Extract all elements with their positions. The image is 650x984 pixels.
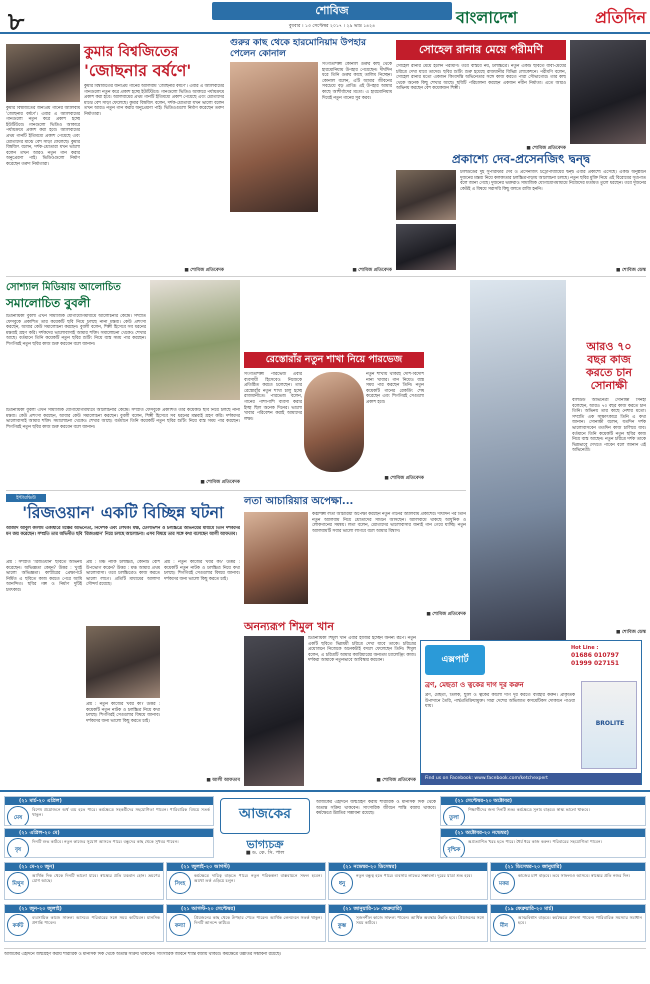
sohel-credit: ■ শোবিজ প্রতিবেদক xyxy=(526,146,566,151)
ad-hotline-2: 01999 027151 xyxy=(571,660,620,667)
parvez-headline: রেস্তোরাঁর নতুন শাখা নিয়ে পারভেজ xyxy=(244,352,424,368)
ad-tagline: ব্রণ, মেছতা ও ত্বকের দাগ দূর করুন xyxy=(425,681,524,689)
horoscope-aquarius: (২১ জানুয়ারি-১৮ ফেব্রুয়ারি) কুম্ভ সৃজনশীল কাজে সাফল্য পাবেন। আর্থিক অবস্থার উন্নতি হবে। প্রিয়জনের সঙ্গে সময় কাটবে। xyxy=(328,904,488,942)
konal-credit: ■ শোবিজ প্রতিবেদক xyxy=(352,268,392,273)
dev-body: টলিউডের দুই সুপারস্টার দেব ও প্রসেনজিৎ চট্টোপাধ্যায়ের দ্বন্দ্ব এবার প্রকাশ্যে এসেছে। একটি অনুষ্ঠানে দুজনের মন্তব্য নিয়ে কলকাতার চলচ্চিত্রপাড়ায় আলোচনা চলছে। নতুন ছবির মুক্তি নিয়ে এই বিরোধের সূত্রপাত বলে জানা গেছে। দুজনের ভক্তরাও সামাজিক যোগাযোগমাধ্যমে নিজেদের মতামত তুলে ধরছেন। তবে দুজনের কেউই এ বিষয়ে সরাসরি কিছু বলতে রাজি হননি। xyxy=(460,170,646,192)
horoscope-leo: (২১ জুলাই-২০ আগস্ট) সিংহ কর্মক্ষেত্রে দায়িত্ব বাড়তে পারে। নতুন পরিকল্পনা বাস্তবায়নে সফল হবেন। অযথা তর্ক এড়িয়ে চলুন। xyxy=(166,862,326,900)
shimul-photo xyxy=(244,636,304,786)
kumar-headline-1: কুমার বিশ্বজিতের xyxy=(84,44,179,60)
masthead-left: বাংলাদেশ xyxy=(456,8,518,27)
dev-headline: প্রকাশ্যে দেব-প্রসেনজিৎ দ্বন্দ্ব xyxy=(451,152,591,166)
horoscope-title-2: ভাগ্যচক্র xyxy=(246,838,284,851)
shimul-headline: অনন্যরূপ শিমুল খান xyxy=(244,620,334,633)
rizwan-photo xyxy=(86,626,160,698)
horoscope-gemini: (২১ মে-২০ জুন) মিথুন আর্থিক দিক থেকে দিনটি ভালো যাবে। স্বাস্থ্যের প্রতি যত্নবান হোন। ভ্রমণের যোগ আছে। xyxy=(4,862,164,900)
sohel-photo xyxy=(570,40,646,144)
scorpio-icon: বৃশ্চিক xyxy=(443,838,465,858)
taurus-icon: বৃষ xyxy=(7,838,29,858)
sohel-body: সোহেল রানার মেয়ে হলেন পরীমণি। তবে বাস্তবে নয়, চলচ্চিত্রে। নতুন একটি ছবিতে বাবা-মেয়ের চরিত্রে দেখা যাবে তাদের। ছবির শুটিং শুরু হয়েছে রাজধানীর বিভিন্ন লোকেশনে। পরীমণি বলেন, সোহেল রানার মতো একজন কিংবদন্তি অভিনেতার সঙ্গে কাজ করতে পারা সৌভাগ্যের। তার কাছ থেকে অনেক কিছু শেখার আছে। ছবিটি পরিচালনা করছেন একজন নবীন নির্মাতা। এতে আরও অভিনয় করছেন বেশ কয়েকজন শিল্পী। xyxy=(396,64,566,92)
parvez-body-right: নতুন শাখায় থাকছে দেশি-বিদেশি নানা খাবার। গান নিয়েও ব্যস্ত সময় পার করছেন তিনি। নতুন কয়েকটি গানের রেকর্ডিং শেষ করেছেন এবং শিগগিরই সেগুলো প্রকাশ হবে। xyxy=(366,372,424,405)
ad-body: ব্রণ, মেছতা, তিলক, ছুলি ও ত্বকের কালো দাগ দূর করতে ব্যবহার করুন। প্রাকৃতিক উপাদানে তৈরি, পার্শ্বপ্রতিক্রিয়ামুক্ত। সারা দেশের অভিজাত কসমেটিকস দোকানে পাওয়া যায়। xyxy=(425,693,575,710)
ad-hotline-1: 01686 010797 xyxy=(571,652,620,659)
bubly-body: চিত্রনায়িকা বুবলী এখন সামাজিক যোগাযোগমাধ্যমে আলোচনার কেন্দ্রে। সম্প্রতি ফেসবুকে প্রকাশিত তার কয়েকটি ছবি নিয়ে চলছে নানা মন্তব্য। কেউ প্রশংসা করছেন, আবার কেউ সমালোচনা করছেন। বুবলী বলেন, শিল্পী হিসেবে সব ধরনের মন্তব্যই গ্রহণ করি। দর্শকদের ভালোবাসাই আমার শক্তি। সমালোচনা থেকেও শেখার আছে। বর্তমানে তিনি কয়েকটি নতুন ছবির শুটিং নিয়ে ব্যস্ত সময় পার করছেন। শিগগিরই নতুন ছবির কাজ শুরু করবেন বলে জানান। xyxy=(6,314,146,347)
horoscope-cancer: (২১ জুন-২০ জুলাই) কর্কট ব্যবসায়িক কাজে সাফল্য আসবে। পরিবারের সঙ্গে সময় কাটাবেন। মানসিক প্রশান্তি পাবেন। xyxy=(4,904,164,942)
divider xyxy=(6,276,646,277)
cancer-icon: কর্কট xyxy=(7,914,29,936)
bubly-photo xyxy=(150,280,240,400)
parvez-photo xyxy=(304,372,364,472)
page-number: ৮ xyxy=(8,7,25,36)
section-title: শোবিজ xyxy=(212,2,452,20)
page-header xyxy=(0,0,650,34)
parvez-body-left: সংগীতশিল্পী পারভেজ এবার ব্যবসায়ী হিসেবেও নিজেকে প্রতিষ্ঠিত করতে চলেছেন। তার রেস্তোরাঁর নতুন শাখা চালু হচ্ছে রাজধানীতে। পারভেজ বলেন, গানের পাশাপাশি ব্যবসা করার ইচ্ছা ছিল অনেক দিনের। ভালো খাবার পরিবেশন করাই আমাদের লক্ষ্য। xyxy=(244,372,302,422)
kumar-headline-2: 'জোছনার বর্ষণে' xyxy=(84,61,192,80)
kumar-body-col: কুমার বিশ্বজিতের জনপ্রিয় গানের অ্যালবাম 'জোছনার বর্ষণে'। এবার এ অ্যালবামের গানগুলো নতুন করে প্রকাশ হচ্ছে ইউটিউবে। গানগুলো ভিডিও আকারে পর্যায়ক্রমে প্রকাশ করা হবে। অ্যালবামের প্রথম গানটি ইতিমধ্যে প্রকাশ পেয়েছে এবং শ্রোতাদের মাঝে বেশ সাড়া ফেলেছে। কুমার বিশ্বজিৎ বলেন, দর্শক-শ্রোতারা যখন ভালো বলেন তখন আরও নতুন গান করার অনুপ্রেরণা পাই। ভিডিওগুলো নির্মাণ করেছেন তরুণ নির্মাতারা। xyxy=(6,106,80,167)
rizwan-body-2: প্রশ্ন : মঞ্চ নাকি চলচ্চিত্র, কোনটি বেশি উপভোগ করেন? উত্তর : মঞ্চ আমার প্রথম ভালোবাসা। তবে চলচ্চিত্রেও কাজ করতে ভালো লাগে। প্রতিটি মাধ্যমের আলাদা সৌন্দর্য রয়েছে। xyxy=(86,560,160,588)
horoscope-title: আজকের xyxy=(239,806,291,822)
lata-headline: লতা আচারিয়ার অপেক্ষা... xyxy=(244,496,354,507)
sonakshi-headline-4: সোনাক্ষী xyxy=(590,379,628,392)
prosenjit-photo xyxy=(396,224,456,270)
konal-body: সংগীতশিল্পী কোনাল গুরুর কাছ থেকে হারমোনিয়াম উপহার পেয়েছেন। দীর্ঘদিন ধরে তিনি গুরুর কাছে তালিম নিচ্ছেন। কোনাল বলেন, এটি আমার জীবনের সবচেয়ে বড় প্রাপ্তি। এই উপহার আমার কাছে আশীর্বাদের মতো। এ হারমোনিয়াম দিয়েই নতুন গানের সুর করব। xyxy=(322,62,392,101)
aquarius-icon: কুম্ভ xyxy=(331,914,353,936)
horoscope-libra: (২১ সেপ্টেম্বর-২০ অক্টোবর) তুলা শিক্ষার্থীদের জন্য দিনটি শুভ। কর্মক্ষেত্রে সুনাম বাড়বে। স্বাস্থ্য ভালো থাকবে। xyxy=(440,796,646,826)
horoscope-title-box xyxy=(220,798,310,834)
rizwan-body-3: প্রশ্ন : নতুন কাজের খবর কী? উত্তর : কয়েকটি নতুন নাটক ও চলচ্চিত্র নিয়ে কথা চলছে। শিগগিরই সেগুলোর বিষয়ে জানাব। দর্শকদের জন্য ভালো কিছু করতে চাই। xyxy=(164,560,240,582)
konal-photo xyxy=(230,62,318,212)
rizwan-headline: 'রিজওয়ান' একটি বিচ্ছিন্ন ঘটনা xyxy=(22,503,224,522)
virgo-icon: কন্যা xyxy=(169,914,191,936)
parvez-credit: ■ শোবিজ প্রতিবেদক xyxy=(384,476,424,481)
ad-box[interactable] xyxy=(420,640,642,785)
sonakshi-headline-1: আরও ৭০ xyxy=(586,340,632,353)
ad-product-image xyxy=(581,681,637,769)
capricorn-icon: মকর xyxy=(493,872,515,894)
libra-icon: তুলা xyxy=(443,806,465,826)
shimul-body: চিত্রনায়িকা শিমুল খান এবার হাজির হচ্ছেন অনন্য রূপে। নতুন একটি ছবিতে ভিন্নধর্মী চরিত্রে দেখা যাবে তাকে। চরিত্রের প্রয়োজনে নিজেকে অনেকটাই বদলে ফেলেছেন তিনি। শিমুল বলেন, এ চরিত্রটি আমার ক্যারিয়ারের অন্যতম চ্যালেঞ্জিং কাজ। দর্শকরা আমাকে নতুনভাবে আবিষ্কার করবেন। xyxy=(308,636,416,664)
masthead-right: প্রতিদিন xyxy=(594,8,646,27)
masthead-logo xyxy=(456,3,646,29)
bubly-credit: ■ শোবিজ প্রতিবেদক xyxy=(200,480,240,485)
horoscope-scorpio: (২১ অক্টোবর-২০ নভেম্বর) বৃশ্চিক অপ্রত্যাশিত খরচ হতে পারে। ধৈর্য ধরে কাজ করুন। পরিবারের সহযোগিতা পাবেন। xyxy=(440,828,646,858)
bubly-headline-1: সোশ্যাল মিডিয়ায় আলোচিত xyxy=(6,282,121,293)
sagittarius-icon: ধনু xyxy=(331,872,353,894)
divider xyxy=(6,490,466,491)
horoscope-aries: (২১ মার্চ-২০ এপ্রিল) মেষ বিশেষ প্রয়োজনে অর্থ ব্যয় হতে পারে। কর্মক্ষেত্রে সহকর্মীদের সহযোগিতা পাবেন। পারিবারিক বিষয়ে সতর্ক থাকুন। xyxy=(4,796,214,826)
rizwan-intro: আজাদ আবুল কালাম একাধারে মঞ্চের অভিনেতা, নির্দেশক এবং লেখক। মঞ্চ, টেলিভিশন ও চলচ্চিত্রে অভিনয়ের মাধ্যমে তিনি দর্শকদের মন জয় করেছেন। সম্প্রতি তার অভিনীত ছবি 'রিজওয়ান' নিয়ে চলছে আলোচনা। এসব বিষয়ে তার সঙ্গে কথা বলেছেন আলী আফতাব। xyxy=(6,526,240,537)
pisces-icon: মীন xyxy=(493,914,515,936)
gemini-icon: মিথুন xyxy=(7,872,29,894)
kumar-body: কুমার বিশ্বজিতের জনপ্রিয় গানের অ্যালবাম 'জোছনার বর্ষণে'। এবার এ অ্যালবামের গানগুলো নতুন করে প্রকাশ হচ্ছে ইউটিউবে। গানগুলো ভিডিও আকারে পর্যায়ক্রমে প্রকাশ করা হবে। অ্যালবামের প্রথম গানটি ইতিমধ্যে প্রকাশ পেয়েছে এবং শ্রোতাদের মাঝে বেশ সাড়া ফেলেছে। কুমার বিশ্বজিৎ বলেন, দর্শক-শ্রোতারা যখন ভালো বলেন তখন আরও নতুন গান করার অনুপ্রেরণা পাই। ভিডিওগুলো নির্মাণ করেছেন তরুণ নির্মাতারা। xyxy=(84,84,224,117)
dev-photo xyxy=(396,170,456,220)
interview-tag: ইন্টারভিউ xyxy=(6,494,46,502)
kumar-credit: ■ শোবিজ প্রতিবেদক xyxy=(184,268,224,273)
sonakshi-headline-3: করতে চান xyxy=(586,366,632,379)
horoscope-pisces: (১৯ ফেব্রুয়ারি-২০ মার্চ) মীন আত্মবিশ্বাস বাড়বে। কর্মক্ষেত্রে প্রশংসা পাবেন। পারিবারিক সমস্যার সমাধান হবে। xyxy=(490,904,646,942)
horoscope-intro: আজকের এইদিনে জন্মগ্রহণ করায় শারীরিক ও মানসিক দিক থেকে অত্যন্ত সক্রিয় থাকবেন। সাংসারিক জীবনে শান্তি বজায় থাকবে। কর্মক্ষেত্রে উন্নতির সম্ভাবনা রয়েছে। xyxy=(316,800,436,817)
rizwan-credit: ■ আলী আফতাব xyxy=(206,778,240,783)
leo-icon: সিংহ xyxy=(169,872,191,894)
horoscope-author: ■ ড. কে. সি. পাল xyxy=(245,850,285,856)
lata-body: কণ্ঠশিল্পী লতা আচারিয়া অপেক্ষা করছেন নতুন গানের অ্যালবাম প্রকাশের। দীর্ঘদিন পর তিনি নতুন অ্যালবাম নিয়ে শ্রোতাদের সামনে আসছেন। অ্যালবামে থাকছে আধুনিক ও লোকগানের সমন্বয়। লতা বলেন, শ্রোতাদের ভালোবাসার জন্যই গান গেয়ে যাচ্ছি। নতুন অ্যালবামটি সবার ভালো লাগবে বলে আমার বিশ্বাস। xyxy=(312,512,466,534)
lata-credit: ■ শোবিজ প্রতিবেদক xyxy=(426,612,466,617)
horoscope-virgo: (২১ আগস্ট-২০ সেপ্টেম্বর) কন্যা প্রিয়জনের কাছ থেকে উপহার পেতে পারেন। আর্থিক লেনদেনে সতর্ক থাকুন। দিনটি আনন্দে কাটবে। xyxy=(166,904,326,942)
horoscope-taurus: (২১ এপ্রিল-২০ মে) বৃষ দিনটি শুভ কাটবে। নতুন কাজের সুযোগ আসতে পারে। বন্ধুদের কাছ থেকে সুখবর পাবেন। xyxy=(4,828,214,858)
sonakshi-body: বলিউড অভিনেত্রী সোনাক্ষী সিনহা বলেছেন, আরও ৭০ বছর কাজ করতে চান তিনি। অভিনয় তার কাছে নেশার মতো। সম্প্রতি এক সাক্ষাৎকারে তিনি এ কথা জানান। সোনাক্ষী বলেন, যতদিন দর্শক ভালোবাসবেন ততদিন কাজ চালিয়ে যাব। বর্তমানে তিনি কয়েকটি নতুন ছবির কাজ নিয়ে ব্যস্ত আছেন। নতুন চরিত্রে দর্শক তাকে ভিন্নভাবে দেখতে পাবেন বলে জানান এই অভিনেত্রী। xyxy=(572,398,646,454)
sonakshi-credit: ■ শোবিজ ডেস্ক xyxy=(616,630,646,635)
rizwan-body-2b: প্রশ্ন : নতুন কাজের খবর কী? উত্তর : কয়েকটি নতুন নাটক ও চলচ্চিত্র নিয়ে কথা চলছে। শিগগিরই সেগুলোর বিষয়ে জানাব। দর্শকদের জন্য ভালো কিছু করতে চাই। xyxy=(86,702,160,724)
rizwan-body-1: প্রশ্ন : সম্প্রতি 'রিজওয়ান' ছবিতে অভিনয় করেছেন। অভিজ্ঞতা কেমন? উত্তর : খুবই ভালো অভিজ্ঞতা। কাশ্মীরের প্রেক্ষাপটে নির্মিত এ ছবিতে কাজ করতে পেরে আমি আনন্দিত। ছবির গল্প ও নির্মাণ দুটিই চমৎকার। xyxy=(6,560,82,593)
dateline: বুধবার । ১৩ সেপ্টেম্বর ২০১৭ । ২৯ ভাদ্র ১৪২৪ xyxy=(288,24,376,29)
ad-hotline-label: Hot Line : xyxy=(571,645,599,651)
aries-icon: মেষ xyxy=(7,806,29,826)
divider xyxy=(4,948,646,949)
sonakshi-photo xyxy=(470,280,566,664)
kumar-photo xyxy=(6,44,80,102)
konal-headline: গুরুর কাছ থেকে হারমোনিয়াম উপহার পেলেন কোনাল xyxy=(230,38,366,59)
horoscope-sagittarius: (২১ নভেম্বর-২০ ডিসেম্বর) ধনু নতুন বন্ধুত্ব হতে পারে। ব্যবসায় লাভের সম্ভাবনা। দূরের যাত্রা শুভ হবে। xyxy=(328,862,488,900)
horoscope-section xyxy=(0,790,650,984)
shimul-credit: ■ শোবিজ প্রতিবেদক xyxy=(376,778,416,783)
lata-photo xyxy=(244,512,308,604)
ad-product-name: BROLITE xyxy=(595,720,625,727)
horoscope-capricorn: (২১ ডিসেম্বর-২০ জানুয়ারি) মকর কাজের চাপ বাড়বে। তবে সাফল্যও আসবে। স্বাস্থ্যের প্রতি নজর দিন। xyxy=(490,862,646,900)
horoscope-intro-repeat: আজকের এইদিনে জন্মগ্রহণ করায় শারীরিক ও মানসিক দিক থেকে অত্যন্ত সক্রিয় থাকবেন। সাংসারিক জীবনে শান্তি বজায় থাকবে। কর্মক্ষেত্রে উন্নতির সম্ভাবনা রয়েছে। xyxy=(4,952,281,957)
bubly-body-2: চিত্রনায়িকা বুবলী এখন সামাজিক যোগাযোগমাধ্যমে আলোচনার কেন্দ্রে। সম্প্রতি ফেসবুকে প্রকাশিত তার কয়েকটি ছবি নিয়ে চলছে নানা মন্তব্য। কেউ প্রশংসা করছেন, আবার কেউ সমালোচনা করছেন। বুবলী বলেন, শিল্পী হিসেবে সব ধরনের মন্তব্যই গ্রহণ করি। দর্শকদের ভালোবাসাই আমার শক্তি। সমালোচনা থেকেও শেখার আছে। বর্তমানে তিনি কয়েকটি নতুন ছবির শুটিং নিয়ে ব্যস্ত সময় পার করছেন। শিগগিরই নতুন ছবির কাজ শুরু করবেন বলে জানান। xyxy=(6,408,240,430)
dev-credit: ■ শোবিজ ডেস্ক xyxy=(616,268,646,273)
sonakshi-headline-2: বছর কাজ xyxy=(587,353,631,366)
ad-facebook-link[interactable]: Find us on Facebook: www.facebook.com/ketchexpert xyxy=(421,773,641,785)
ad-brand: এক্সপার্ট xyxy=(425,645,485,675)
bubly-headline-2: সমালোচিত বুবলী xyxy=(6,296,91,310)
sohel-headline: সোহেল রানার মেয়ে পরীমণি xyxy=(396,40,566,60)
